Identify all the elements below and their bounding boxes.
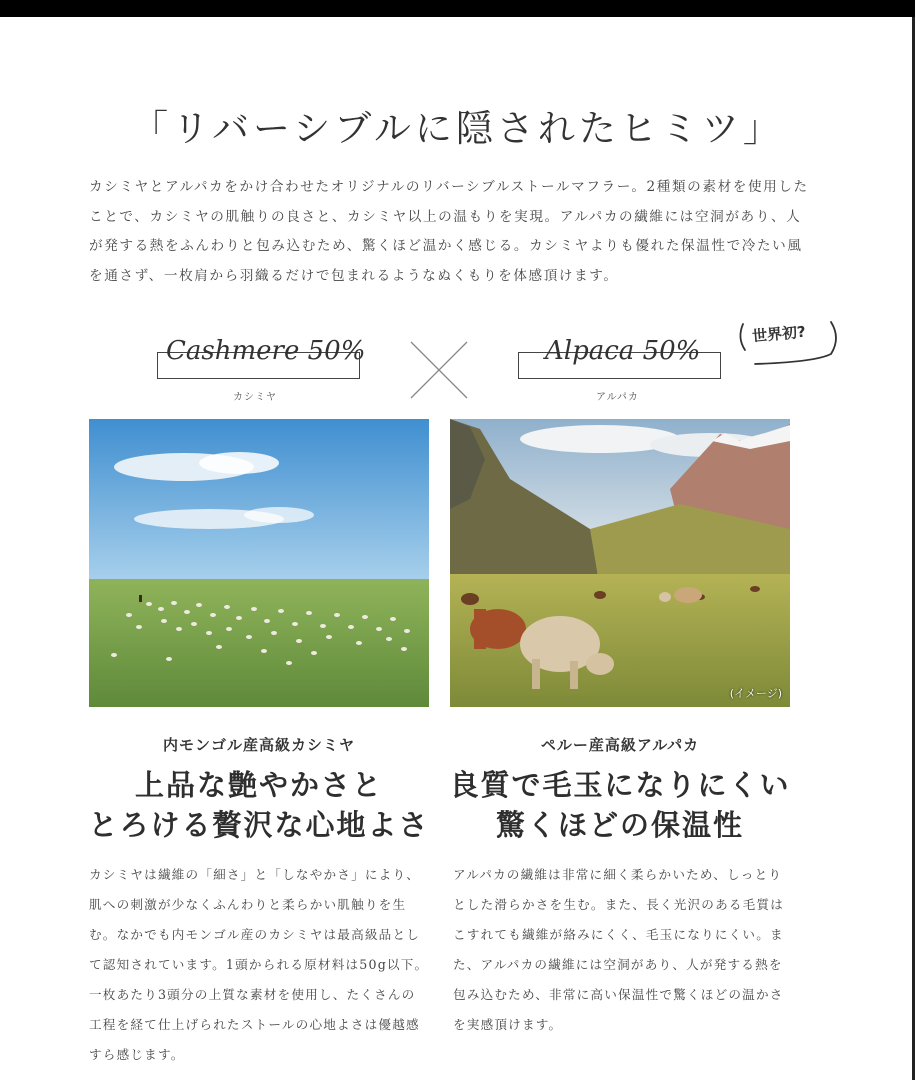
cashmere-origin: 内モンゴル産高級カシミヤ — [162, 736, 355, 754]
cashmere-body: カシミヤは繊維の「細さ」と「しなやかさ」により、肌への刺激が少なくふんわりと柔らかい肌触りを生む。なかでも内モンゴル産のカシミヤは最高級品として認知されています。1頭かられる原材料は50g以下。一枚あたり3頭分の上質な素材を使用し、たくさんの工程を経て仕上げられたストールの心地よさは優越感すら感じます。 — [89, 867, 429, 1062]
cashmere-headline-line1: 上品な艶やかさと — [134, 768, 383, 802]
page-title: 「リバーシブルに隠されたヒミツ」 — [131, 107, 784, 150]
alpaca-label: Alpaca 50% — [545, 336, 701, 366]
cross-icon — [409, 340, 469, 400]
top-black-bar — [0, 0, 915, 17]
cashmere-sublabel: カシミヤ — [233, 392, 277, 403]
cashmere-headline — [69, 765, 449, 845]
cashmere-headline-line2: とろける贅沢な心地よさ — [88, 808, 430, 842]
alpaca-origin: ペルー産高級アルパカ — [540, 736, 700, 754]
alpaca-sublabel: アルパカ — [596, 392, 639, 403]
cashmere-label: Cashmere 50% — [166, 336, 366, 366]
photo-note: (イメージ) — [729, 687, 782, 700]
alpaca-headline — [430, 765, 810, 845]
badge-text: 世界初? — [751, 322, 807, 346]
alpaca-andes-photo — [450, 419, 790, 707]
cashmere-goats-photo — [89, 419, 429, 707]
alpaca-body: アルパカの繊維は非常に細く柔らかいため、しっとりとした滑らかさを生む。また、長く光沢のある毛質はこすれても繊維が絡みにくく、毛玉になりにくい。また、アルパカの繊維には空洞があり、人が発する熱を包み込むため、非常に高い保温性で驚くほどの温かさを実感頂けます。 — [453, 867, 785, 1032]
alpaca-headline-line2: 驚くほどの保温性 — [495, 808, 744, 842]
intro-paragraph: カシミヤとアルパカをかけ合わせたオリジナルのリバーシブルストールマフラー。2種類の素材を使用したことで、カシミヤの肌触りの良さと、カシミヤ以上の温もりを実現。アルパカの繊維には空洞があり、人が発する熱をふんわりと包み込むため、驚くほど温かく感じる。カシミヤよりも優れた保温性で冷たい風を通さず、一枚肩から羽織るだけで包まれるようなぬくもりを体感頂けます。 — [89, 179, 809, 284]
alpaca-headline-line1: 良質で毛玉になりにくい — [449, 768, 791, 802]
